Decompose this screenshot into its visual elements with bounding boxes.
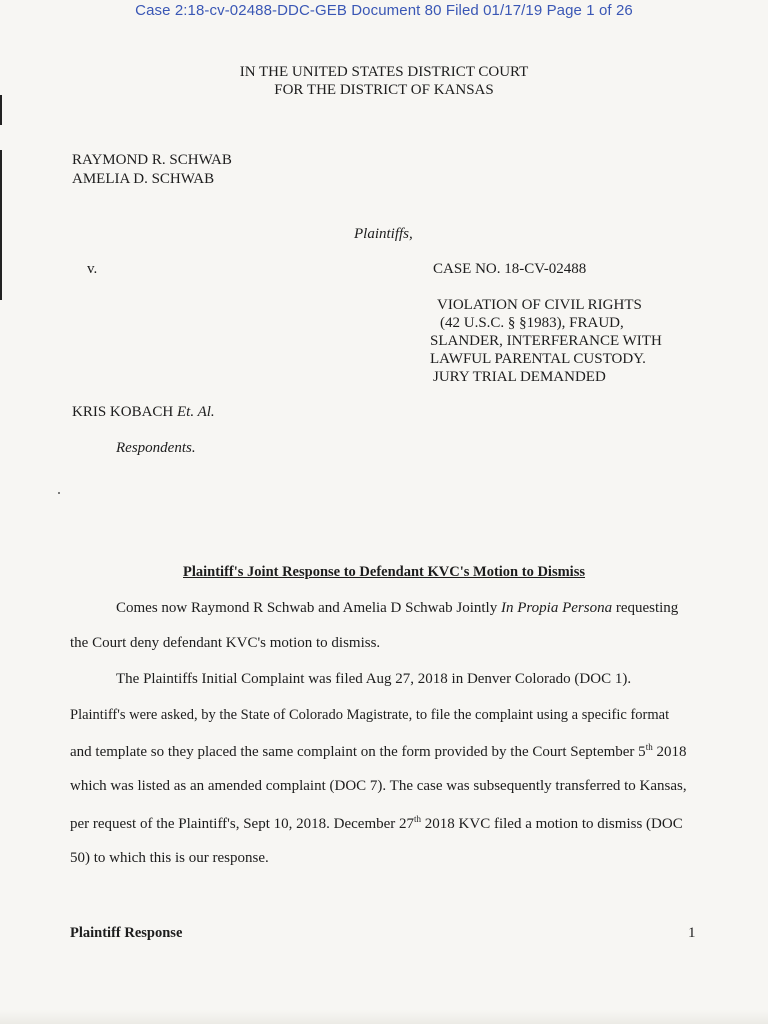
- court-name-line1: IN THE UNITED STATES DISTRICT COURT: [239, 64, 529, 80]
- page-number: 1: [688, 925, 696, 941]
- plaintiffs-label: Plaintiffs,: [354, 226, 413, 242]
- paragraph-1-line-1: [116, 600, 678, 617]
- scan-edge-mark: [0, 150, 2, 300]
- p2-l3-text-b: 2018: [652, 744, 687, 760]
- p1-text-b: requesting: [612, 600, 679, 616]
- paragraph-2-line-3: [70, 742, 686, 761]
- paragraph-2-line-6: 50) to which this is our response.: [70, 850, 269, 866]
- plaintiff-name-1: RAYMOND R. SCHWAB: [72, 152, 232, 168]
- respondents-label: Respondents.: [116, 440, 196, 456]
- p1-italic-term: In Propia Persona: [500, 600, 613, 616]
- paragraph-1-line-2: the Court deny defendant KVC's motion to dismiss.: [70, 635, 381, 651]
- claims-line-1: VIOLATION OF CIVIL RIGHTS: [437, 297, 642, 313]
- footer-label: Plaintiff Response: [70, 925, 183, 941]
- scan-speck: [58, 492, 60, 494]
- defendant-name: KRIS KOBACH: [72, 404, 174, 420]
- claims-line-5: JURY TRIAL DEMANDED: [433, 369, 606, 385]
- claims-line-2: (42 U.S.C. § §1983), FRAUD,: [440, 315, 624, 331]
- versus-label: v.: [87, 261, 98, 277]
- court-name-line2: FOR THE DISTRICT OF KANSAS: [274, 82, 494, 98]
- ecf-filing-header: Case 2:18-cv-02488-DDC-GEB Document 80 Filed 01/17/19 Page 1 of 26: [135, 2, 633, 19]
- scan-bottom-edge: [0, 1010, 768, 1024]
- p2-l5-text-a: per request of the Plaintiff's, Sept 10, 2018. December 27: [70, 816, 415, 832]
- claims-line-3: SLANDER, INTERFERANCE WITH: [430, 333, 662, 349]
- p2-l3-superscript: th: [645, 742, 653, 752]
- paragraph-2-line-4: which was listed as an amended complaint (DOC 7). The case was subsequently transferred to Kansas,: [70, 778, 687, 794]
- case-number: CASE NO. 18-CV-02488: [433, 261, 587, 277]
- p2-l3-text-a: and template so they placed the same complaint on the form provided by the Court September 5: [70, 744, 646, 760]
- plaintiff-name-2: AMELIA D. SCHWAB: [72, 171, 215, 187]
- paragraph-2-line-2: Plaintiff's were asked, by the State of Colorado Magistrate, to file the complaint using a specific format: [70, 707, 670, 723]
- paragraph-2-line-5: [70, 814, 683, 833]
- claims-line-4: LAWFUL PARENTAL CUSTODY.: [430, 351, 646, 367]
- defendant-line: [72, 404, 215, 421]
- scan-edge-mark: [0, 95, 2, 125]
- paragraph-2-line-1: The Plaintiffs Initial Complaint was filed Aug 27, 2018 in Denver Colorado (DOC 1).: [116, 671, 632, 687]
- p2-l5-superscript: th: [414, 814, 422, 824]
- defendant-etal: Et. Al.: [177, 404, 215, 420]
- p1-text-a: Comes now Raymond R Schwab and Amelia D Schwab Jointly: [116, 600, 501, 616]
- document-heading: Plaintiff's Joint Response to Defendant KVC's Motion to Dismiss: [183, 564, 585, 580]
- p2-l5-text-b: 2018 KVC filed a motion to dismiss (DOC: [421, 816, 683, 832]
